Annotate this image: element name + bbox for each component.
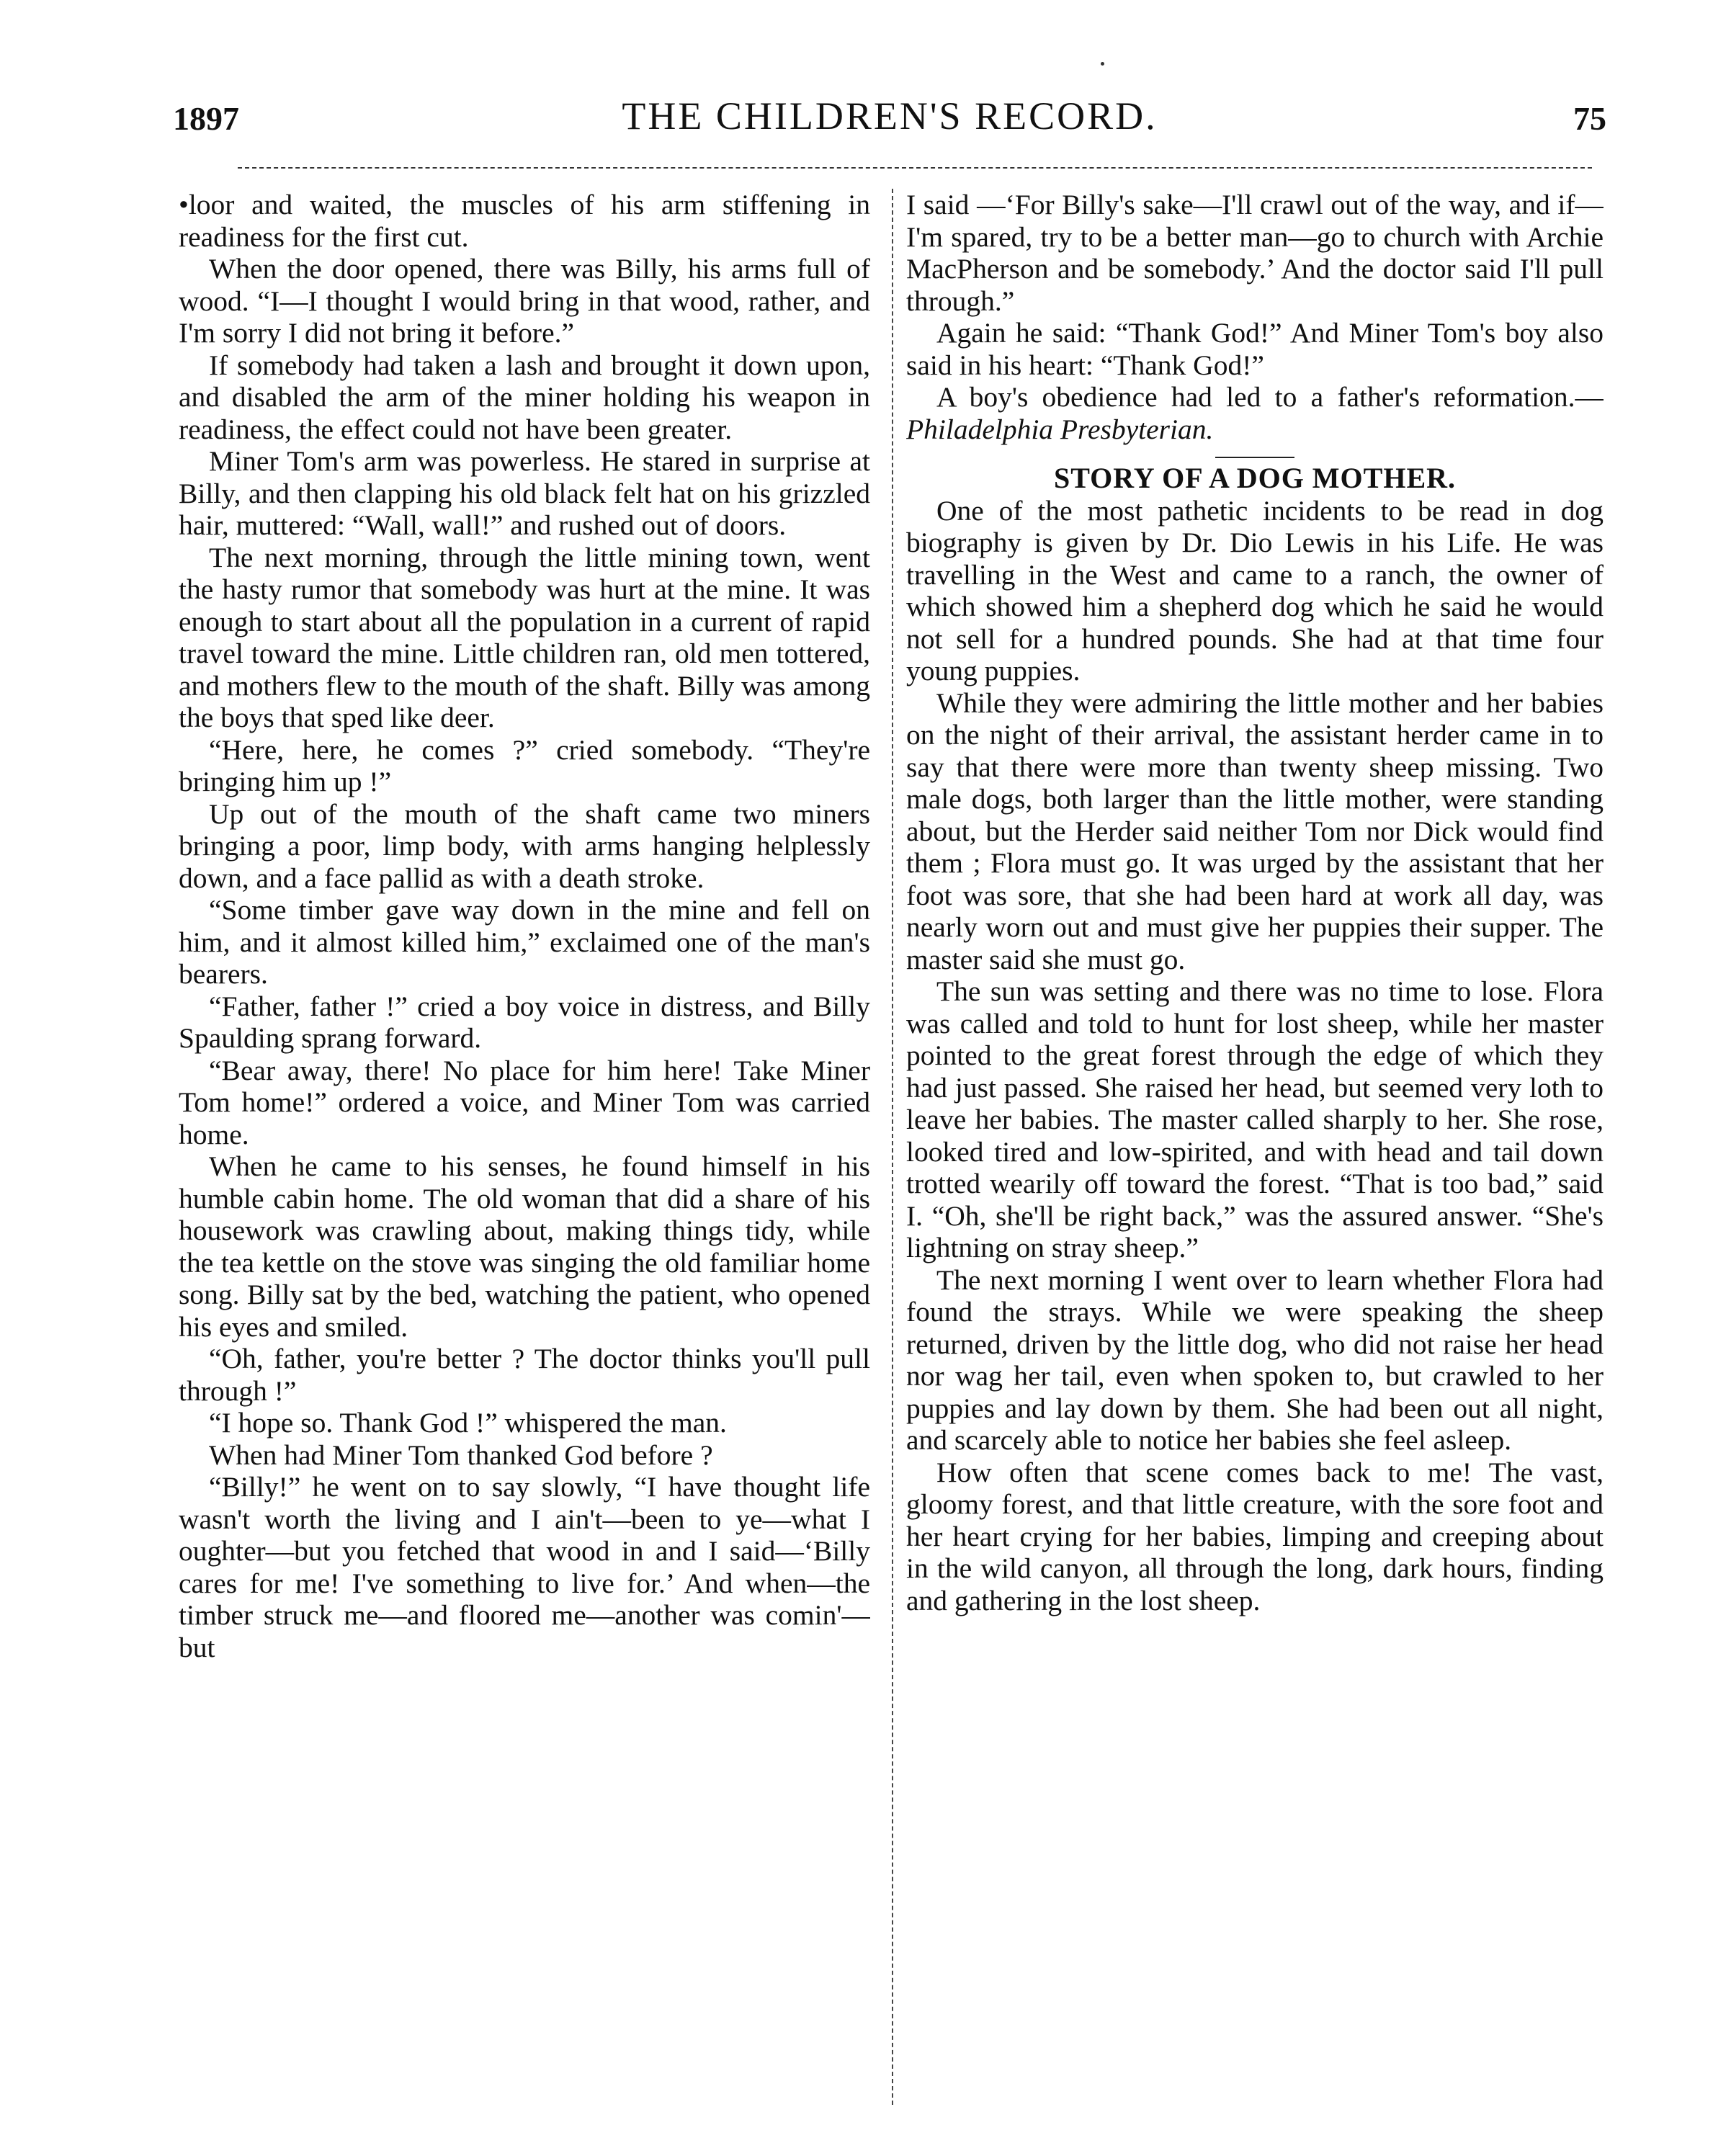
paragraph: “Some timber gave way down in the mine and fell on him, and it almost killed him,” exclaimed one of the man's bearers. [179, 894, 870, 990]
paragraph: The sun was setting and there was no time to lose. Flora was called and told to hunt for lost sheep, while her master pointed to the great forest through the edge of which they had just passed. She raised her head, but seemed very loth to leave her babies. The master called sharply to her. She rose, looked tired and low-spirited, and with head and tail down trotted wearily off toward the forest. “That is too bad,” said I. “Oh, she'll be right back,” was the assured answer. “She's lightning on stray sheep.” [906, 975, 1604, 1263]
paragraph: One of the most pathetic incidents to be read in dog biography is given by Dr. Dio Lewis in his Life. He was travelling in the West and came to a ranch, the owner of which showed him a shepherd dog which he said he would not sell for a hundred pounds. She had at that time four young puppies. [906, 494, 1604, 686]
paragraph: •loor and waited, the muscles of his arm stiffening in readiness for the first cut. [179, 189, 870, 253]
print-speck [1101, 62, 1104, 66]
paragraph: Again he said: “Thank God!” And Miner Tom's boy also said in his heart: “Thank God!” [906, 317, 1604, 381]
paragraph: The next morning I went over to learn whether Flora had found the strays. While we were speaking the sheep returned, driven by the little dog, who did not raise her head nor wag her tail, even when spoken to, but crawled to her puppies and lay down by them. She had been out all night, and scarcely able to notice her babies she feel asleep. [906, 1263, 1604, 1456]
paragraph: I said —‘For Billy's sake—I'll crawl out of the way, and if—I'm spared, try to be a better man—go to church with Archie MacPherson and be somebody.’ And the doctor said I'll pull through.” [906, 189, 1604, 317]
paragraph: “Oh, father, you're better ? The doctor thinks you'll pull through !” [179, 1343, 870, 1407]
paragraph: How often that scene comes back to me! The vast, gloomy forest, and that little creature, with the sore foot and her heart crying for her babies, limping and creeping about in the wild canyon, all through the long, dark hours, finding and gathering in the lost sheep. [906, 1456, 1604, 1616]
paragraph: “Father, father !” cried a boy voice in distress, and Billy Spaulding sprang forward. [179, 990, 870, 1054]
closing-text: A boy's obedience had led to a father's reformation.— [936, 381, 1604, 413]
paragraph: “Billy!” he went on to say slowly, “I have thought life wasn't worth the living and I ain't—been to ye—what I oughter—but you fetched that wood in and I said—‘Billy cares for me! I've something to live for.’ And when—the timber struck me—and floored me—another was comin'—but [179, 1471, 870, 1663]
paragraph: While they were admiring the little mother and her babies on the night of their arrival, the assistant herder came in to say that there were more than twenty sheep missing. Two male dogs, both larger than the little mother, were standing about, but the Herder said neither Tom nor Dick would find them ; Flora must go. It was urged by the assistant that her foot was sore, that she had been hard at work all day, was nearly worn out and must give her puppies their supper. The master said she must go. [906, 686, 1604, 975]
source-attribution: Philadelphia Presbyterian. [906, 413, 1214, 445]
paragraph: The next morning, through the little mining town, went the hasty rumor that somebody was hurt at the mine. It was enough to start about all the population in a current of rapid travel toward the mine. Little children ran, old men tottered, and mothers flew to the mouth of the shaft. Billy was among the boys that sped like deer. [179, 541, 870, 733]
column-divider [892, 189, 893, 2105]
article-separator [1215, 457, 1294, 458]
right-column [906, 189, 1604, 2119]
paragraph: “Here, here, he comes ?” cried somebody. “They're bringing him up !” [179, 733, 870, 797]
paragraph: Up out of the mouth of the shaft came two miners bringing a poor, limp body, with arms hanging helplessly down, and a face pallid as with a death stroke. [179, 797, 870, 894]
paragraph: When the door opened, there was Billy, his arms full of wood. “I—I thought I would bring in that wood, rather, and I'm sorry I did not bring it before.” [179, 253, 870, 349]
header-rule [238, 167, 1592, 169]
page-number: 75 [1573, 100, 1606, 137]
left-column [179, 189, 870, 2119]
paragraph: Miner Tom's arm was powerless. He stared in surprise at Billy, and then clapping his old black felt hat on his grizzled hair, muttered: “Wall, wall!” and rushed out of doors. [179, 445, 870, 541]
paragraph: If somebody had taken a lash and brought it down upon, and disabled the arm of the miner holding his weapon in readiness, the effect could not have been greater. [179, 349, 870, 445]
paragraph: “Bear away, there! No place for him here! Take Miner Tom home!” ordered a voice, and Miner Tom was carried home. [179, 1054, 870, 1150]
publication-title: THE CHILDREN'S RECORD. [622, 94, 1158, 138]
page-header [173, 86, 1606, 151]
paragraph: When he came to his senses, he found himself in his humble cabin home. The old woman that did a share of his housework was crawling about, making things tidy, while the tea kettle on the stove was singing the old familiar home song. Billy sat by the bed, watching the patient, who opened his eyes and smiled. [179, 1150, 870, 1343]
paragraph: “I hope so. Thank God !” whispered the man. [209, 1407, 727, 1439]
paragraph: When had Miner Tom thanked God before ? [209, 1439, 713, 1471]
article-headline: STORY OF A DOG MOTHER. [1053, 462, 1457, 494]
header-year: 1897 [173, 100, 239, 137]
closing-paragraph [906, 381, 1604, 445]
